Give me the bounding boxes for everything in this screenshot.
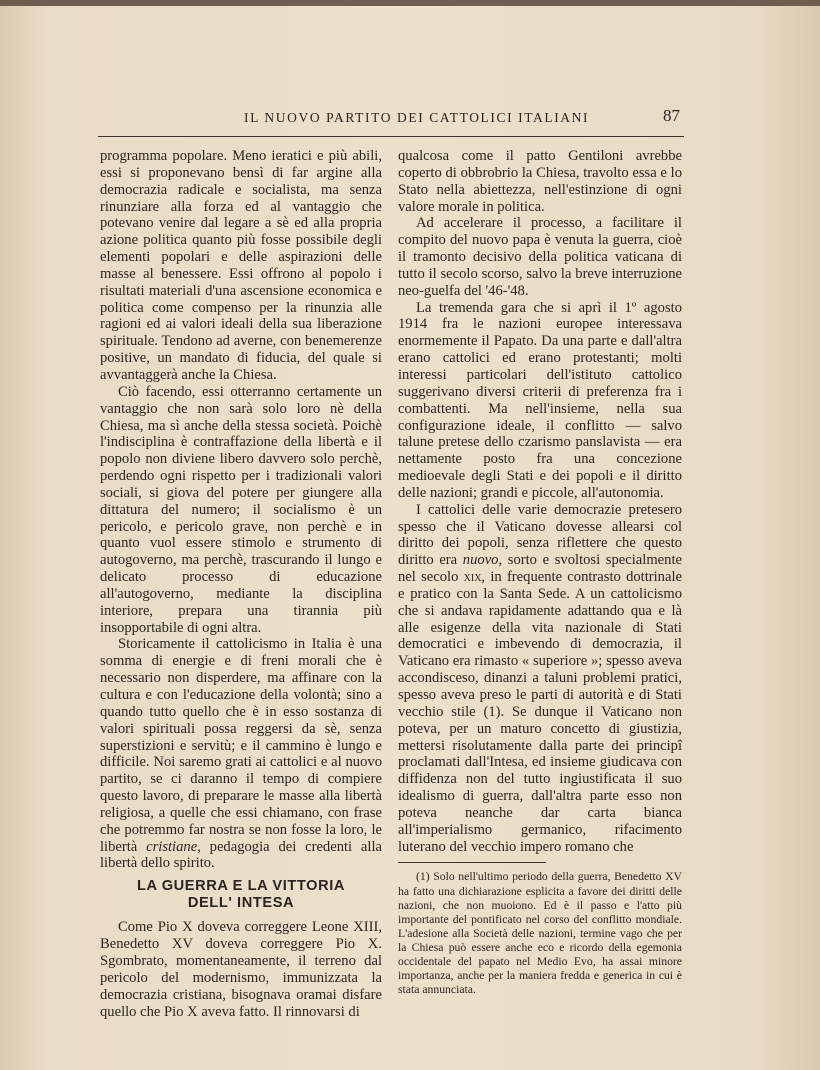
right-paragraph-4-smallcaps: xix xyxy=(463,569,482,586)
left-paragraph-1: programma popolare. Meno ieratici e più abili, essi si proponevano bensì di far argine alla democrazia radicale e socialista, ma senza rinunziare alla forza ed al vantaggio che potevano venire dal legare a sè ed alla propria azione politica quanto più fosse possibile degli elementi popolari e delle aspirazioni delle masse al benessere. Essi offrono al popolo i risultati materiali d'una ascensione economica e politica come compenso per la rinunzia alle ragioni ed ai valori ideali della sua liberazione spirituale. Tendono ad averne, con benemerenze positive, un mandato di fiducia, del quale si avvantaggerà anche la Chiesa. xyxy=(100,148,382,383)
section-heading-line-1: LA GUERRA E LA VITTORIA xyxy=(136,878,346,895)
right-paragraph-2: Ad accelerare il processo, a facilitare il compito del nuovo papa è venuta la guerra, cioè il tramonto decisivo della politica vaticana di tutto il secolo scorso, salvo la breve interruzione neo-guelfa del '46-'48. xyxy=(398,215,682,299)
right-paragraph-4-italic: nuovo xyxy=(462,552,499,569)
section-heading-line-2: DELL' INTESA xyxy=(187,894,295,911)
left-paragraph-3-text: Storicamente il cattolicismo in Italia è una somma di energie e di freni morali che è necessario non disperdere, ma affinare con la cultura e con l'educazione della volontà; sino a quando tutto quello che è in esso sostanza di valori spirituali possa reggersi da sè, senza superstizioni e servitù; e il cammino è lungo e difficile. Noi saremo grati ai cattolici e al nuovo partito, se ci daranno il tempo di compiere questo lavoro, di preparare le masse alla libertà religiosa, a quelle che essi chiamano, con frase che potremmo far nostra se non fosse la loro, le libertà xyxy=(100,636,382,855)
page-number: 87 xyxy=(663,106,680,125)
left-column xyxy=(100,148,382,1020)
footnote: (1) Solo nell'ultimo periodo della guerra, Benedetto XV ha fatto una dichiarazione esplicita a favore dei diritti delle nazioni, che non muoiono. Ed è il passo e l'atto più importante del pontificato nel corso del conflitto mondiale. L'adesione alla Società delle nazioni, termine vago che per la Chiesa può essere anche eco e ricordo della egemonia occidentale del papato nel Medio Evo, ha assai minore importanza, anche per la maniera fredda e generica in cui è stata annunciata. xyxy=(398,870,682,997)
left-paragraph-3-italic: cristiane xyxy=(146,838,198,855)
left-paragraph-3 xyxy=(100,636,382,872)
left-paragraph-4: Come Pio X doveva correggere Leone XIII, Benedetto XV doveva correggere Pio X. Sgombrato, momentaneamente, il terreno dal pericolo del modernismo, immunizzata la democrazia cristiana, bisognava oramai disfare quello che Pio X aveva fatto. Il rinnovarsi di xyxy=(100,919,382,1020)
right-paragraph-4-text-b: , sorto e svoltosi specialmente nel secolo xyxy=(398,552,682,586)
right-paragraph-4-text-a: I cattolici delle varie democrazie pretesero spesso che il Vaticano dovesse allearsi col diritto dei popoli, senza riflettere che questo diritto era xyxy=(398,501,682,569)
footnote-divider xyxy=(398,862,546,863)
right-paragraph-1: qualcosa come il patto Gentiloni avrebbe coperto di obbrobrio la Chiesa, travolto essa e lo Stato nella abiettezza, nell'estinzione di ogni valore morale in politica. xyxy=(398,148,682,215)
page-header xyxy=(98,108,684,137)
section-heading xyxy=(100,878,382,911)
right-paragraph-3: La tremenda gara che si aprì il 1º agosto 1914 fra le nazioni europee interessava enormemente il Papato. Da una parte e dall'altra erano cattolici ed erano protestanti; molti interessi particolari dell'istituto cattolico suggerivano diversi criterii di preferenza fra i combattenti. Ma nell'insieme, nella sua configurazione ideale, il conflitto — salvo talune pretese dello czarismo panslavista — era nettamente posto fra una concezione medioevale degli Stati e dei popoli e il diritto delle nazioni; grandi e piccole, all'autonomia. xyxy=(398,299,682,501)
right-paragraph-4 xyxy=(398,502,682,856)
left-paragraph-2: Ciò facendo, essi otterranno certamente un vantaggio che non sarà solo loro nè della Chiesa, ma sì anche della stessa società. Poichè l'indisciplina è contraffazione della libertà e il popolo non diviene libero davvero solo perchè, perdendo ogni rispetto per i tradizionali valori sociali, si giova del potere per giungere alla dittatura del numero; il socialismo è un pericolo, e pericolo grave, non perchè e in quanto vuol essere stimolo e strumento di autogoverno, ma perchè, trascurando il lungo e delicato processo di educazione all'autogoverno, mediante la disciplina interiore, prepara una tirannia più insopportabile di ogni altra. xyxy=(100,383,382,636)
running-head: IL NUOVO PARTITO DEI CATTOLICI ITALIANI xyxy=(244,110,590,125)
right-paragraph-4-text-c: , in frequente contrasto dottrinale e pratico con la Santa Sede. A un cattolicismo che si andava rapidamente adattando qua e là alle esigenze della vita nazionale di Stati democratici e imbevendo di democrazia, il Vaticano era rimasto « superiore »; spesso aveva accondisceso, dinanzi a taluni problemi pratici, spesso aveva preso le parti di autorità e di Stati vecchio stile (1). Se dunque il Vaticano non poteva, per un maturo concetto di giustizia, mettersi risolutamente dalla parte dei principî proclamati dall'Intesa, ed insieme giudicava con diffidenza non del tutto ingiustificata il suo idealismo di guerra, dall'altra parte esso non poteva neanche dar carta bianca all'imperialismo germanico, rifacimento luterano del vecchio impero romano che xyxy=(398,569,682,855)
left-paragraph-3-end: , pedagogia dei credenti alla libertà dello spirito. xyxy=(100,838,382,872)
right-column xyxy=(398,148,682,997)
